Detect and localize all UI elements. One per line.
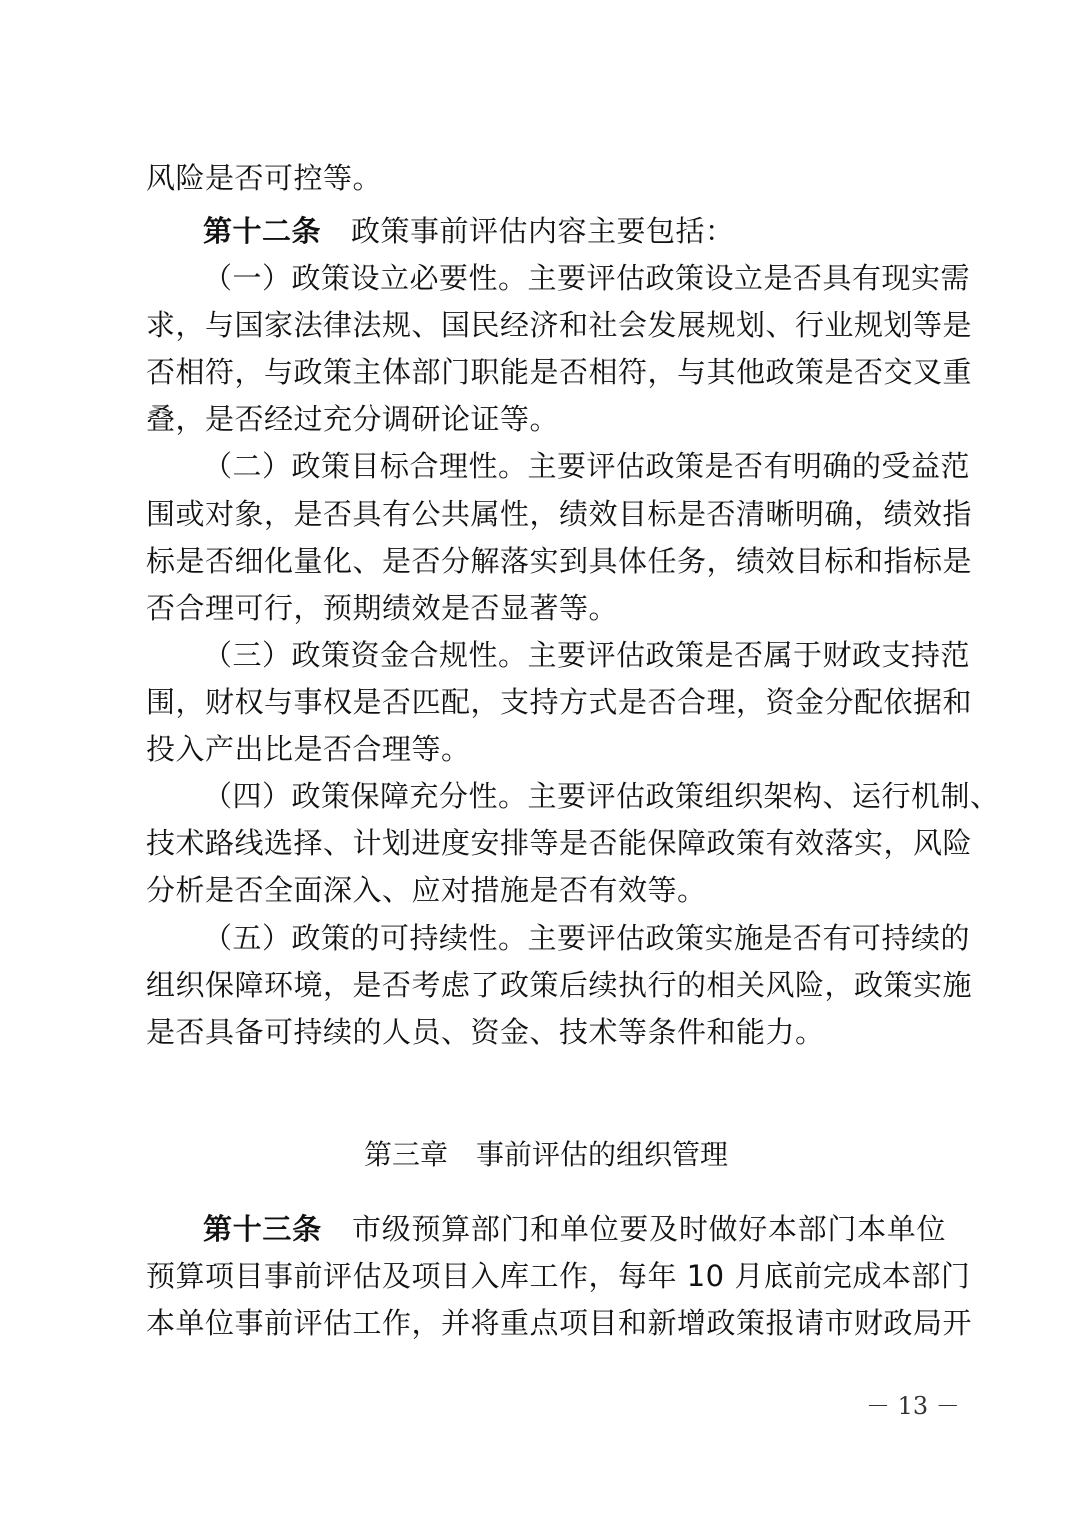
text-line: （四）政策保障充分性。主要评估政策组织架构、运行机制、 <box>203 779 1000 813</box>
text-line: （三）政策资金合规性。主要评估政策是否属于财政支持范 <box>203 638 971 672</box>
text-line: 技术路线选择、计划进度安排等是否能保障政策有效落实，风险 <box>146 826 973 860</box>
text-line: （一）政策设立必要性。主要评估政策设立是否具有现实需 <box>203 261 971 295</box>
text-line: 是否具备可持续的人员、资金、技术等条件和能力。 <box>146 1015 825 1049</box>
text-line: 预算项目事前评估及项目入库工作，每年 10 月底前完成本部门 <box>146 1259 971 1293</box>
text-line: 围，财权与事权是否匹配，支持方式是否合理，资金分配依据和 <box>146 685 973 719</box>
page-number: － 13 － <box>866 1392 960 1420</box>
article-label: 第十三条 <box>203 1212 322 1246</box>
text-line: 本单位事前评估工作，并将重点项目和新增政策报请市财政局开 <box>146 1306 973 1340</box>
text-line: 标是否细化量化、是否分解落实到具体任务，绩效目标和指标是 <box>146 544 973 578</box>
text-line: 分析是否全面深入、应对措施是否有效等。 <box>146 873 707 907</box>
article-12-heading: 第十二条 政策事前评估内容主要包括： <box>203 214 735 248</box>
article-13-heading: 第十三条 市级预算部门和单位要及时做好本部门本单位 <box>203 1212 946 1246</box>
text-line: 风险是否可控等。 <box>146 161 383 195</box>
text-line: 求，与国家法律法规、国民经济和社会发展规划、行业规划等是 <box>146 308 973 342</box>
text-line: （二）政策目标合理性。主要评估政策是否有明确的受益范 <box>203 449 971 483</box>
article-label: 第十二条 <box>203 214 322 248</box>
chapter-title: 第三章 事前评估的组织管理 <box>363 1138 728 1171</box>
text-line: 投入产出比是否合理等。 <box>146 732 471 766</box>
text-line: 否合理可行，预期绩效是否显著等。 <box>146 591 619 625</box>
text-line: 组织保障环境，是否考虑了政策后续执行的相关风险，政策实施 <box>146 968 973 1002</box>
text-line: 围或对象，是否具有公共属性，绩效目标是否清晰明确，绩效指 <box>146 497 973 531</box>
text-line: （五）政策的可持续性。主要评估政策实施是否有可持续的 <box>203 921 971 955</box>
text-line: 叠，是否经过充分调研论证等。 <box>146 402 560 436</box>
text-line: 否相符，与政策主体部门职能是否相符，与其他政策是否交叉重 <box>146 355 973 389</box>
